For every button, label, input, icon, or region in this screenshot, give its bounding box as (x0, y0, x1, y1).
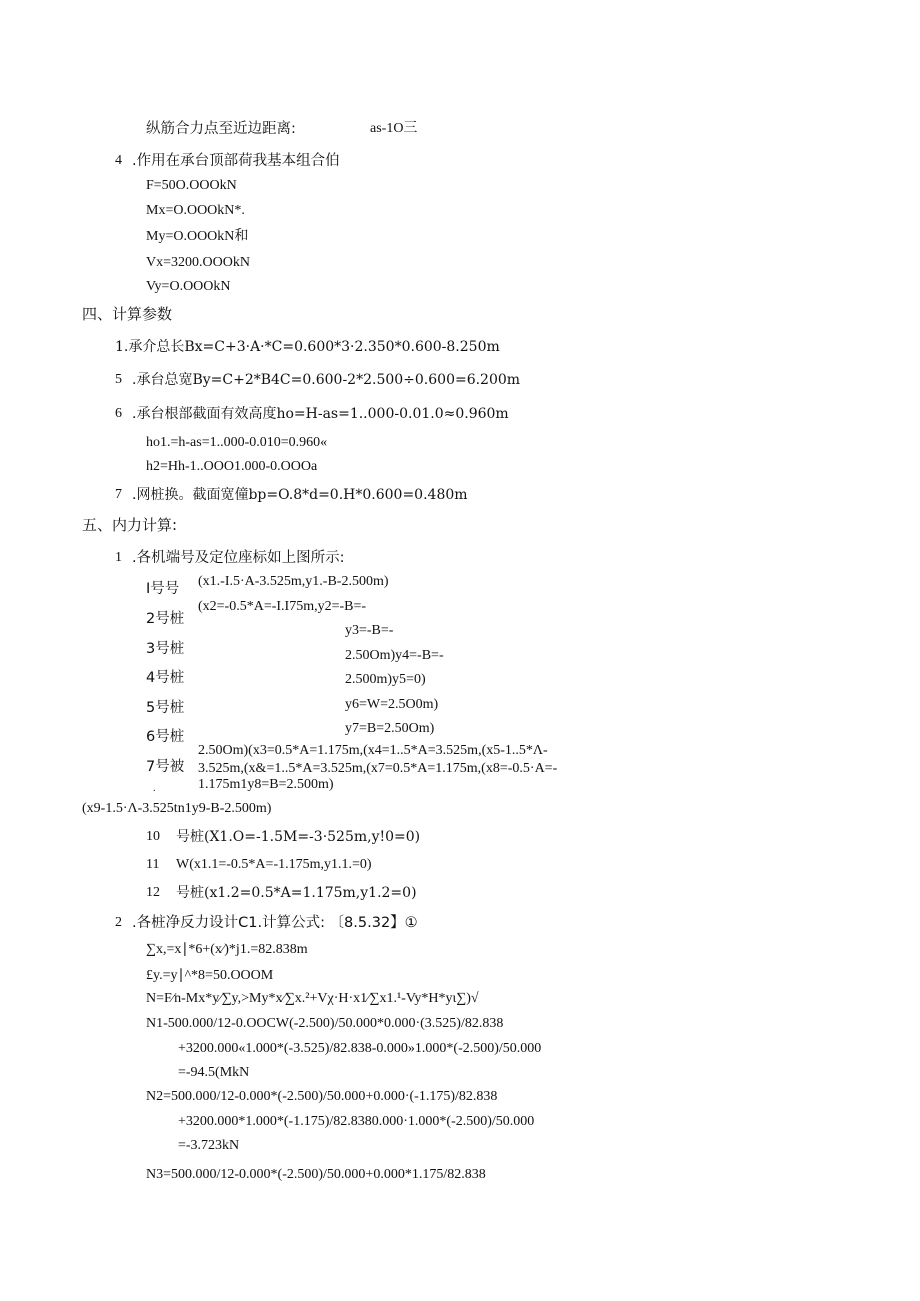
pile-12-coord: 号桩(x1.2=0.5*A=1.175m,y1.2=0) (176, 885, 417, 901)
coord-line-j: 1.175m1y8=B=2.500m) (198, 777, 334, 792)
pile-label-dot: . (153, 783, 156, 794)
load-f: F=50O.OOOkN (146, 178, 237, 193)
coord-x9: (x9-1.5·Λ-3.525tn1y9-B-2.500m) (82, 801, 272, 816)
pile-label-2: 2号桩 (146, 611, 185, 627)
coord-line-a: (x1.-I.5·A-3.525m,y1.-B-2.500m) (198, 574, 389, 589)
n1-result: =-94.5(MkN (178, 1065, 250, 1080)
param-h2: h2=Hh-1..OOO1.000-0.OOOa (146, 459, 318, 474)
step-1-number: 1 (115, 550, 122, 565)
step-1-title: .各机端号及定位座标如上图所示: (132, 550, 345, 566)
param-5-number: 5 (115, 372, 122, 387)
pile-label-5: 5号桩 (146, 700, 185, 716)
as-label: 纵筋合力点至近边距离: (146, 121, 296, 137)
param-6: .承台根部截面有效高度ho=H-as=1..000-0.01.0≈0.960m (132, 406, 509, 422)
pile-10-coord: 号桩(X1.O=-1.5M=-3·525m,y!0=0) (176, 829, 421, 845)
load-mx: Mx=O.OOOkN*. (146, 203, 245, 218)
coord-line-c: y3=-B=- (345, 623, 394, 638)
pile-10-number: 10 (146, 829, 160, 844)
coord-line-b: (x2=-0.5*A=-I.I75m,y2=-B=- (198, 599, 367, 614)
load-my: My=O.OOOkN和 (146, 229, 249, 244)
coord-line-e: 2.500m)y5=0) (345, 672, 426, 687)
pile-label-6: 6号桩 (146, 729, 185, 745)
n2-result: =-3.723kN (178, 1138, 240, 1153)
param-6-number: 6 (115, 406, 122, 421)
load-vy: Vy=O.OOOkN (146, 279, 231, 294)
n2-line-2: +3200.000*1.000*(-1.175)/82.8380.000·1.000*(-2.500)/50.000 (178, 1114, 535, 1129)
pile-12-number: 12 (146, 885, 160, 900)
formula-n: N=F⁄n-Mx*y⁄∑y,>My*x⁄∑x.²+Vχ·H·x1⁄∑x1.¹-Vy*H*yι∑)√ (146, 991, 479, 1006)
coord-line-h: 2.50Om)(x3=0.5*A=1.175m,(x4=1..5*A=3.525m,(x5-1..5*Λ- (198, 743, 548, 758)
pile-label-3: 3号桩 (146, 641, 185, 657)
param-7-number: 7 (115, 487, 122, 502)
pile-11-coord: W(x1.1=-0.5*A=-1.175m,y1.1.=0) (176, 857, 372, 872)
formula-sum-y: £y.=y∣^*8=50.OOOM (146, 968, 274, 983)
pile-label-4: 4号桩 (146, 670, 185, 686)
param-ho1: ho1.=h-as=1..000-0.010=0.960« (146, 435, 328, 450)
n1-line-2: +3200.000«1.000*(-3.525)/82.838-0.000»1.000*(-2.500)/50.000 (178, 1041, 542, 1056)
step-2-title: .各桩净反力设计C1.计算公式: 〔8.5.32】① (132, 915, 418, 931)
heading-internal-force: 五、内力计算: (82, 516, 178, 534)
n1-line-1: N1-500.000/12-0.OOCW(-2.500)/50.000*0.000·(3.525)/82.838 (146, 1016, 504, 1031)
param-7: .网桩换。截面宽僮bp=O.8*d=0.H*0.600=0.480m (132, 487, 468, 503)
heading-calc-params: 四、计算参数 (82, 305, 173, 323)
load-vx: Vx=3200.OOOkN (146, 255, 250, 270)
section-4-title: .作用在承台顶部荷我基本组合伯 (132, 153, 340, 169)
section-4-number: 4 (115, 153, 122, 168)
coord-line-i: 3.525m,(x&=1..5*A=3.525m,(x7=0.5*A=1.175m,(x8=-0.5·A=- (198, 761, 558, 776)
coord-line-d: 2.50Om)y4=-B=- (345, 648, 444, 663)
param-1: 1.承介总长Bx=C+3·A·*C=0.600*3·2.350*0.600-8.250m (115, 339, 500, 355)
step-2-number: 2 (115, 915, 122, 930)
pile-label-1: I号号 (146, 581, 180, 597)
pile-label-7: 7号被 (146, 759, 185, 775)
as-value: as-1O三 (370, 121, 418, 136)
param-5: .承台总宽By=C+2*B4C=0.600-2*2.500÷0.600=6.200m (132, 372, 521, 388)
n2-line-1: N2=500.000/12-0.000*(-2.500)/50.000+0.000·(-1.175)/82.838 (146, 1089, 498, 1104)
coord-line-f: y6=W=2.5O0m) (345, 697, 439, 712)
pile-11-number: 11 (146, 857, 160, 872)
coord-line-g: y7=B=2.50Om) (345, 721, 435, 736)
formula-sum-x: ∑x,=x∣*6+(x⁄)*j1.=82.838m (146, 942, 308, 957)
n3-line-1: N3=500.000/12-0.000*(-2.500)/50.000+0.000*1.175/82.838 (146, 1167, 486, 1182)
